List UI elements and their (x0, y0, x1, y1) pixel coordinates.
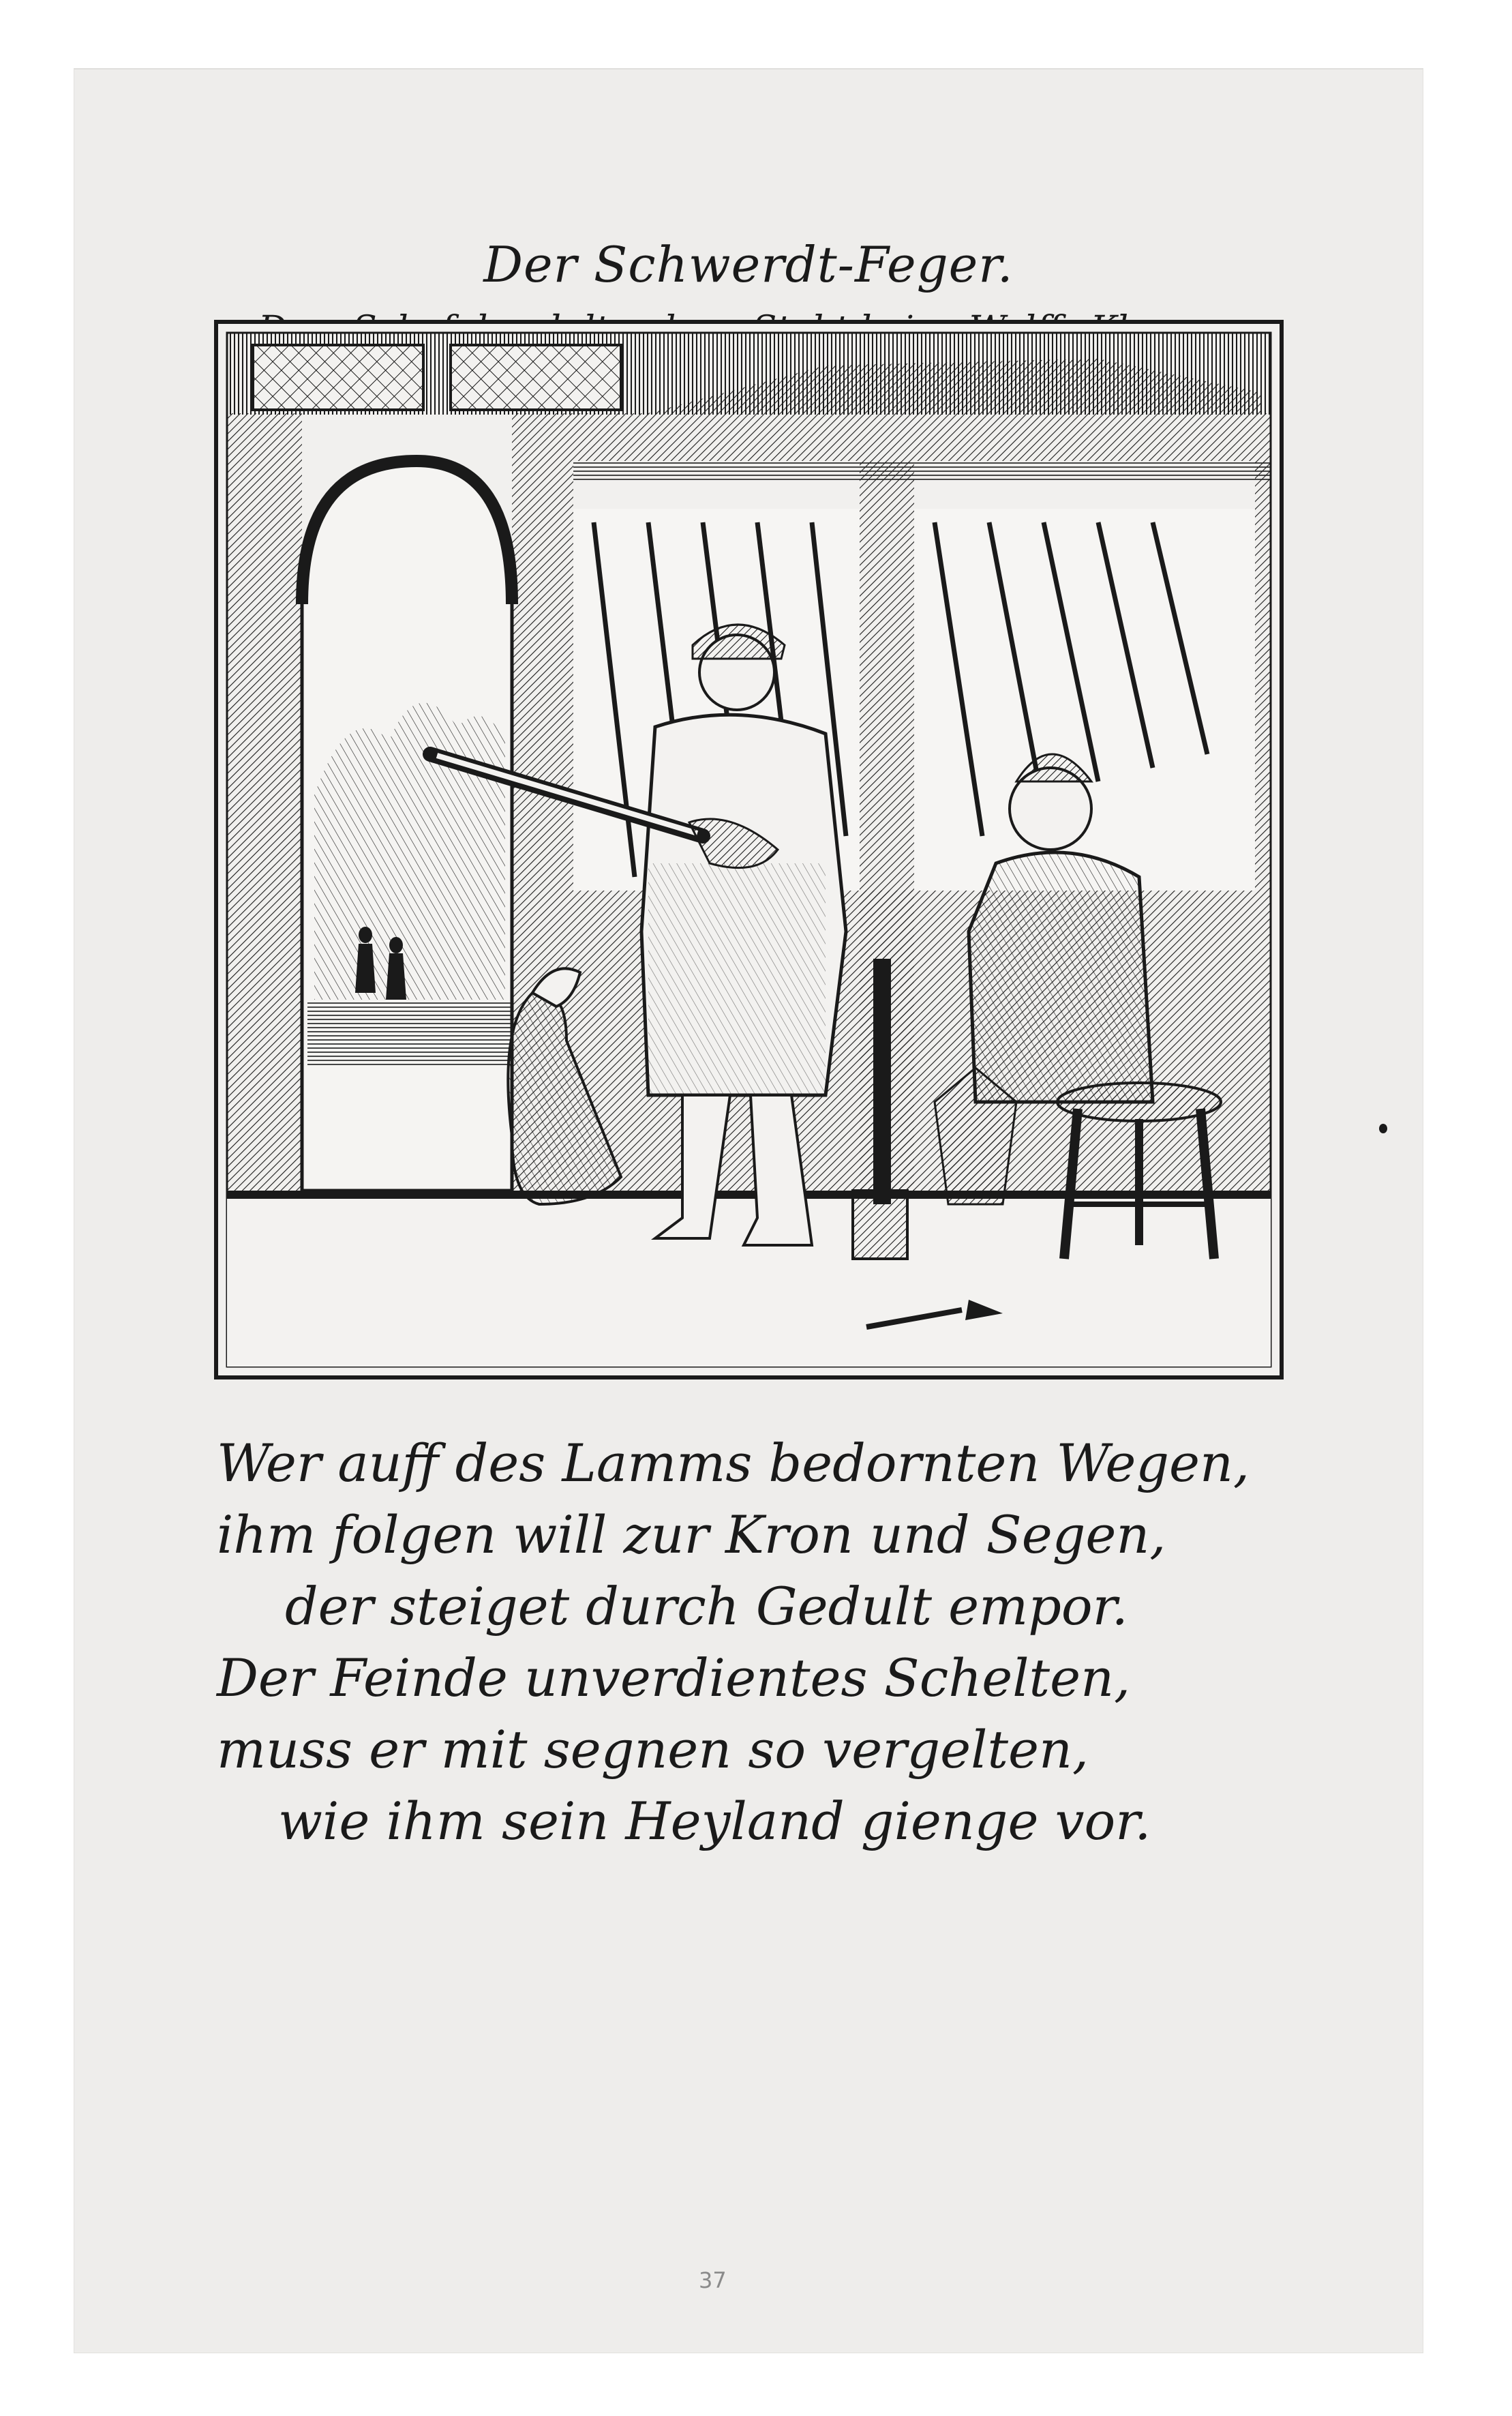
verse-line: ihm folgen will zur Kron und Segen, (217, 1504, 1166, 1565)
engraving-image (212, 318, 1286, 1382)
verse-line: wie ihm sein Heyland gienge vor. (278, 1791, 1151, 1851)
pencil-number: 37 (699, 2267, 727, 2293)
print-title: Der Schwerdt-Feger. (483, 236, 1014, 293)
ink-spot (1379, 1124, 1387, 1133)
verse-line: Der Feinde unverdientes Schelten, (217, 1647, 1131, 1708)
verse-line: Wer auff des Lamms bedornten Wegen, (217, 1433, 1250, 1493)
verse-line: muss er mit segnen so vergelten, (217, 1719, 1089, 1780)
verse-line: der steiget durch Gedult empor. (285, 1576, 1128, 1637)
print-sheet (74, 68, 1423, 2353)
